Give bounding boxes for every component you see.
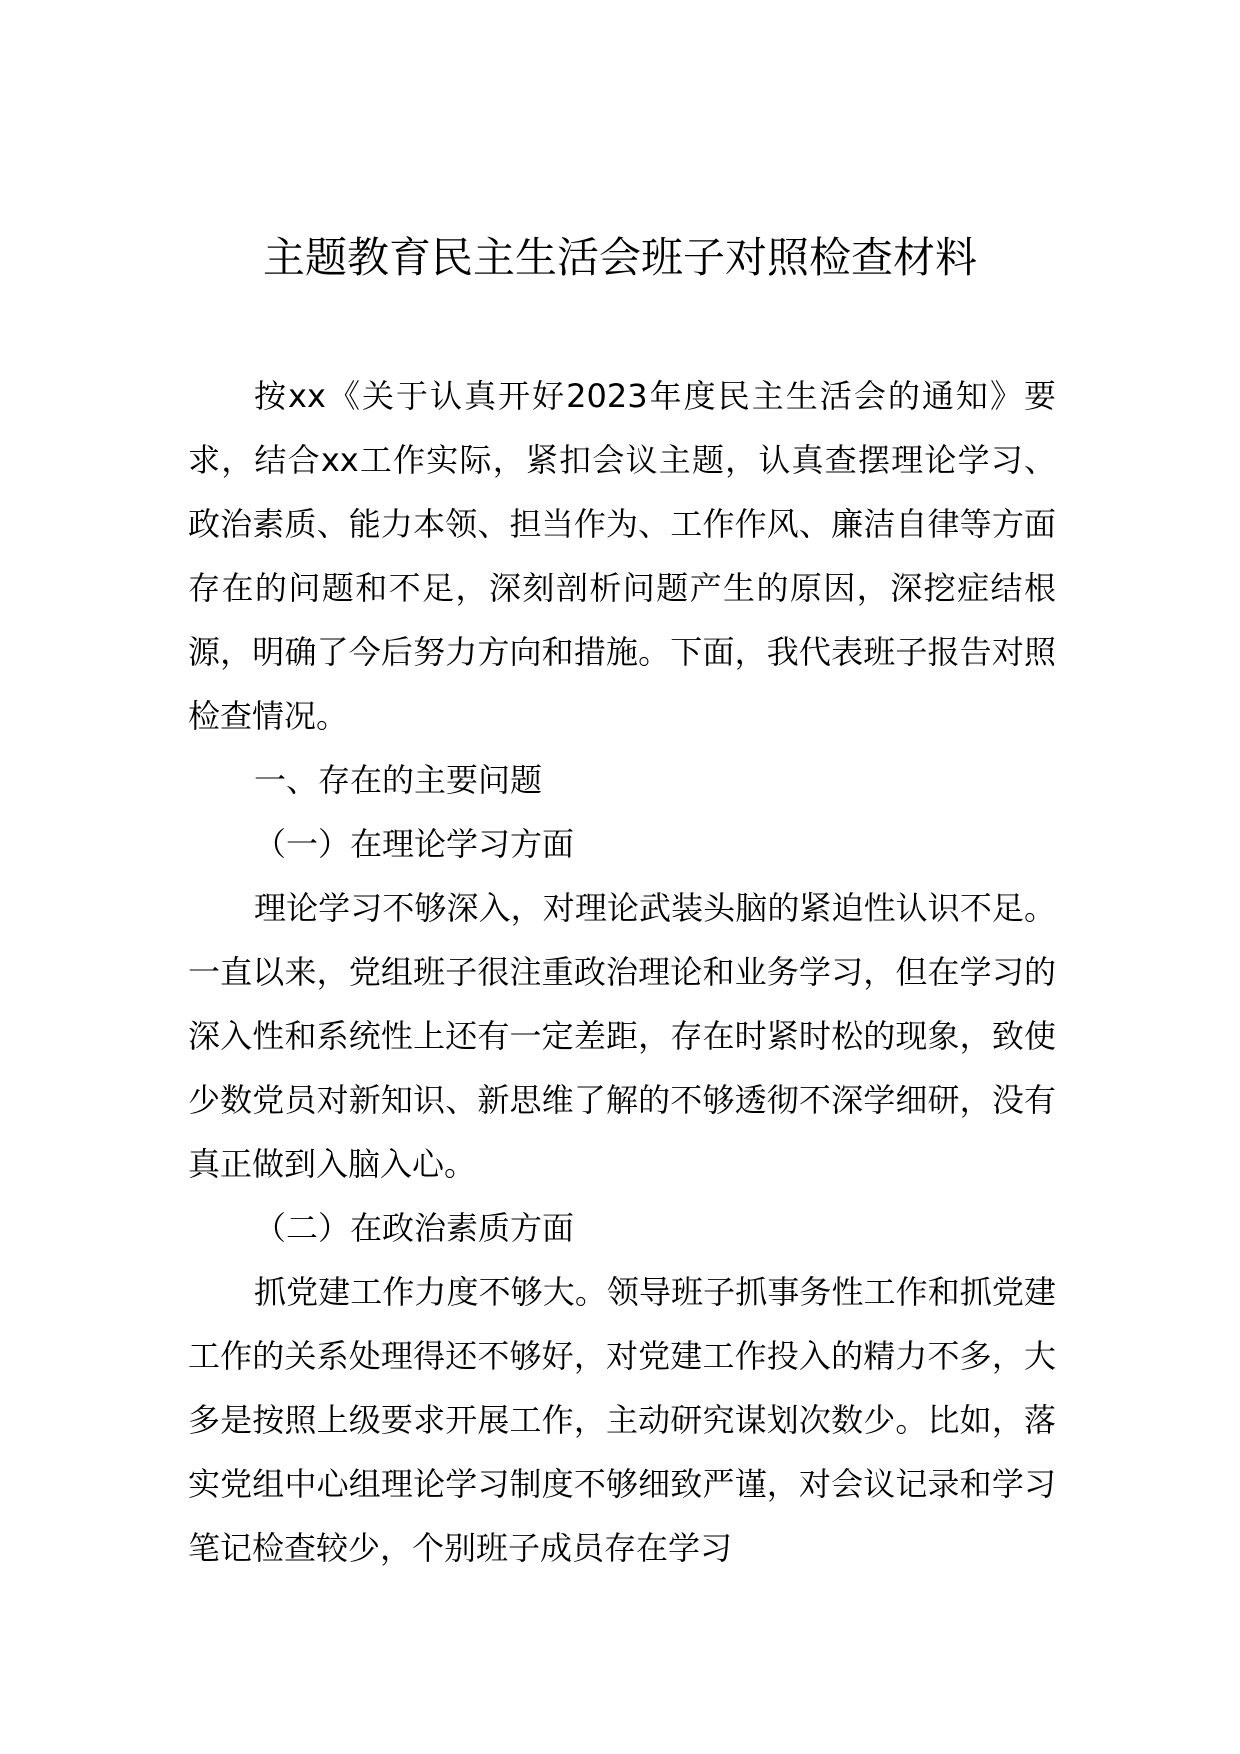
document-body	[188, 364, 1056, 1580]
document-title: 主题教育民主生活会班子对照检查材料	[262, 233, 977, 282]
theory-study-paragraph: 理论学习不够深入，对理论武装头脑的紧迫性认识不足。一直以来，党组班子很注重政治理论和业务学习，但在学习的深入性和系统性上还有一定差距，存在时紧时松的现象，致使少数党员对新知识、新思维了解的不够透彻不深学细研，没有真正做到入脑入心。	[188, 889, 1056, 1183]
intro-paragraph: 按xx《关于认真开好2023年度民主生活会的通知》要求，结合xx工作实际，紧扣会议主题，认真查摆理论学习、政治素质、能力本领、担当作为、工作作风、廉洁自律等方面存在的问题和不足，深刻剖析问题产生的原因，深挖症结根源，明确了今后努力方向和措施。下面，我代表班子报告对照检查情况。	[188, 377, 1056, 735]
subsection-heading-theory-study: （一）在理论学习方面	[254, 825, 575, 863]
section-heading-main-problems: 一、存在的主要问题	[254, 761, 543, 799]
political-quality-paragraph: 抓党建工作力度不够大。领导班子抓事务性工作和抓党建工作的关系处理得还不够好，对党建工作投入的精力不多，大多是按照上级要求开展工作，主动研究谋划次数少。比如，落实党组中心组理论学习制度不够细致严谨，对会议记录和学习笔记检查较少，个别班子成员存在学习	[188, 1273, 1056, 1567]
subsection-heading-political-quality: （二）在政治素质方面	[254, 1209, 575, 1247]
